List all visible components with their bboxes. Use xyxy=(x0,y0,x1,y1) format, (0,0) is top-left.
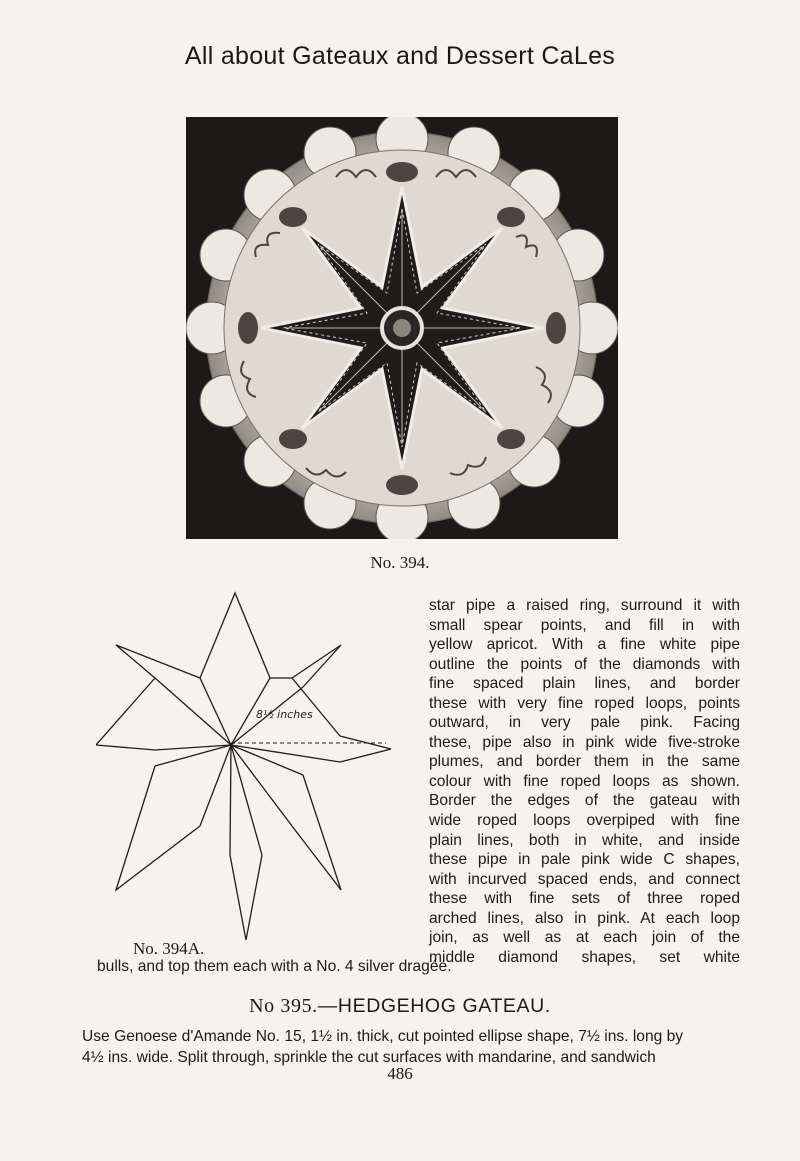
text-line: wide roped loops overpiped with fine xyxy=(429,812,740,830)
recipe-394-closing-line: bulls, and top them each with a No. 4 silver dragée. xyxy=(97,958,452,975)
text-line: fine spaced plain lines, and border xyxy=(429,675,740,693)
text-line: Use Genoese d'Amande No. 15, 1½ in. thick, cut pointed ellipse shape, 7½ ins. long by xyxy=(82,1028,684,1045)
page-number: 486 xyxy=(387,1064,413,1083)
text-line: small spear points, and fill in with xyxy=(429,616,740,634)
text-line: outline the points of the diamonds with xyxy=(429,655,740,673)
text-line: plumes, and border them in the same xyxy=(429,753,740,771)
gateau-photograph xyxy=(186,117,618,539)
text-line: star pipe a raised ring, surround it with xyxy=(429,597,740,614)
text-line: yellow apricot. With a fine white pipe xyxy=(429,636,740,654)
text-line: Border the edges of the gateau with xyxy=(429,792,740,810)
text-line: these, pipe also in pink wide five-stroke xyxy=(429,733,740,751)
section-395-number: No 395. xyxy=(249,995,318,1017)
running-header: All about Gateaux and Dessert CaLes xyxy=(184,42,616,70)
section-395-title: HEDGEHOG GATEAU. xyxy=(337,995,551,1017)
text-line: colour with fine roped loops as shown. xyxy=(429,772,740,790)
recipe-394-text xyxy=(429,596,740,967)
text-line: plain lines, both in white, and inside xyxy=(429,831,740,849)
figure-394a-caption: No. 394A. xyxy=(133,939,205,958)
diagram-measure-label: 8½ inches xyxy=(256,708,313,721)
text-line: middle diamond shapes, set white xyxy=(429,948,740,966)
figure-394-caption: No. 394. xyxy=(370,553,430,572)
text-line: these with fine sets of three roped xyxy=(429,890,740,908)
text-line: 4½ ins. wide. Split through, sprinkle the cut surfaces with mandarine, and sandwich xyxy=(82,1048,656,1066)
text-line: outward, in very pale pink. Facing xyxy=(429,714,740,732)
section-395-text xyxy=(82,1027,722,1068)
text-line: with incurved spaced ends, and connect xyxy=(429,870,740,888)
section-395-heading: No 395.—HEDGEHOG GATEAU. xyxy=(249,995,551,1017)
text-line: these with very fine roped loops, points xyxy=(429,694,740,712)
gateau-photo-illustration xyxy=(186,117,618,539)
text-line: join, as well as at each join of the xyxy=(429,929,740,947)
text-line: arched lines, also in pink. At each loop xyxy=(429,909,740,927)
star-diagram xyxy=(96,590,396,940)
text-line: these pipe in pale pink wide C shapes, xyxy=(429,851,740,869)
